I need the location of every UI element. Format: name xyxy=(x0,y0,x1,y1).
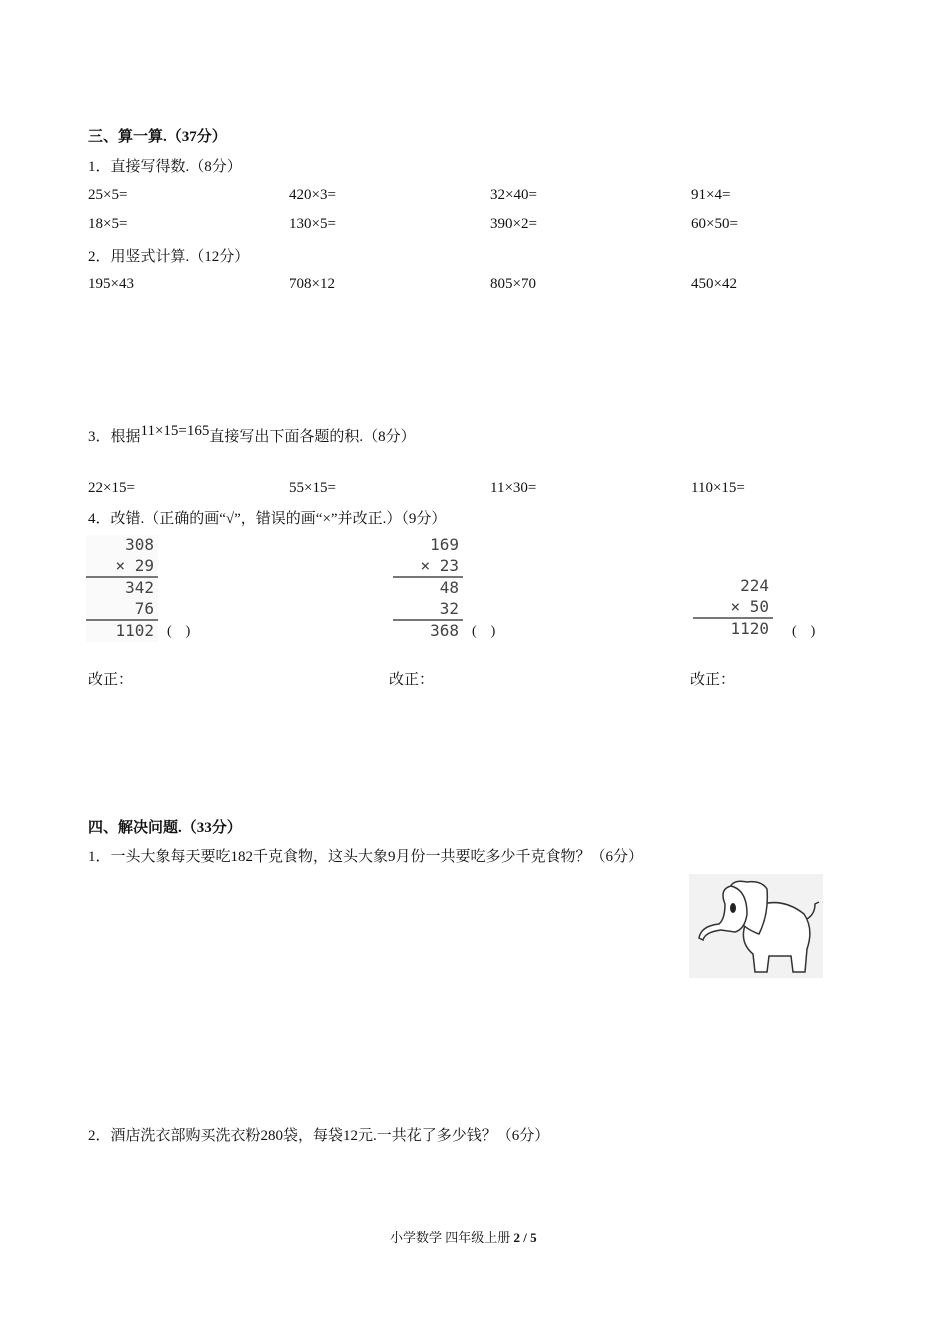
q1-item: 390×2= xyxy=(490,216,537,232)
q2-item: 450×42 xyxy=(691,276,737,292)
q2-label: 2．用竖式计算.（12分） xyxy=(88,249,250,265)
elephant-icon xyxy=(689,874,823,978)
calc-line: 308 xyxy=(125,535,154,554)
q3-label xyxy=(88,423,416,446)
q3-item: 22×15= xyxy=(88,480,135,496)
answer-bracket[interactable]: ( ) xyxy=(472,624,496,639)
page-number: 2 / 5 xyxy=(513,1230,537,1245)
q3-formula: 11×15=165 xyxy=(140,423,210,439)
q3-suffix: 直接写出下面各题的积.（8分） xyxy=(209,429,416,445)
calc-line: 32 xyxy=(393,599,463,622)
calc-line: 342 xyxy=(125,578,154,597)
section3-title: 三、算一算.（37分） xyxy=(88,129,227,145)
calc-line: 1102 xyxy=(115,621,154,640)
footer xyxy=(390,1229,537,1247)
vertical-calc-1 xyxy=(86,535,158,642)
q3-item: 110×15= xyxy=(691,480,745,496)
q1-item: 25×5= xyxy=(88,187,128,203)
calc-line: 368 xyxy=(430,621,459,640)
q2-item: 195×43 xyxy=(88,276,134,292)
vertical-calc-2 xyxy=(393,535,463,642)
q4-label: 4．改错.（正确的画“√”，错误的画“×”并改正.）（9分） xyxy=(88,511,447,527)
calc-line: × 23 xyxy=(393,556,463,579)
q1-item: 18×5= xyxy=(88,216,128,232)
q3-item: 55×15= xyxy=(289,480,336,496)
calc-line: × 50 xyxy=(693,597,773,620)
section4-title: 四、解决问题.（33分） xyxy=(88,820,242,836)
q1-item: 32×40= xyxy=(490,187,537,203)
correction-label: 改正： xyxy=(88,672,134,688)
correction-label: 改正： xyxy=(389,672,435,688)
calc-line: 1120 xyxy=(730,619,769,638)
q1-label: 1．直接写得数.（8分） xyxy=(88,159,242,175)
q1-item: 420×3= xyxy=(289,187,336,203)
calc-line: × 29 xyxy=(86,556,158,579)
q1-item: 130×5= xyxy=(289,216,336,232)
answer-bracket[interactable]: ( ) xyxy=(167,624,191,639)
q3-prefix: 3．根据 xyxy=(88,429,141,445)
s4-q2: 2．酒店洗衣部购买洗衣粉280袋，每袋12元.一共花了多少钱？（6分） xyxy=(88,1128,550,1144)
calc-line: 224 xyxy=(740,576,769,595)
correction-label: 改正： xyxy=(690,672,736,688)
elephant-image xyxy=(689,874,823,978)
q1-item: 91×4= xyxy=(691,187,731,203)
q3-item: 11×30= xyxy=(490,480,537,496)
s4-q1: 1．一头大象每天要吃182千克食物，这头大象9月份一共要吃多少千克食物？（6分） xyxy=(88,849,644,865)
vertical-calc-3 xyxy=(693,576,773,640)
footer-text: 小学数学 四年级上册 xyxy=(390,1230,511,1245)
answer-bracket[interactable]: ( ) xyxy=(792,624,816,639)
calc-line: 169 xyxy=(430,535,459,554)
q2-item: 805×70 xyxy=(490,276,536,292)
q1-item: 60×50= xyxy=(691,216,738,232)
calc-line: 76 xyxy=(86,599,158,622)
calc-line: 48 xyxy=(439,578,459,597)
q2-item: 708×12 xyxy=(289,276,335,292)
